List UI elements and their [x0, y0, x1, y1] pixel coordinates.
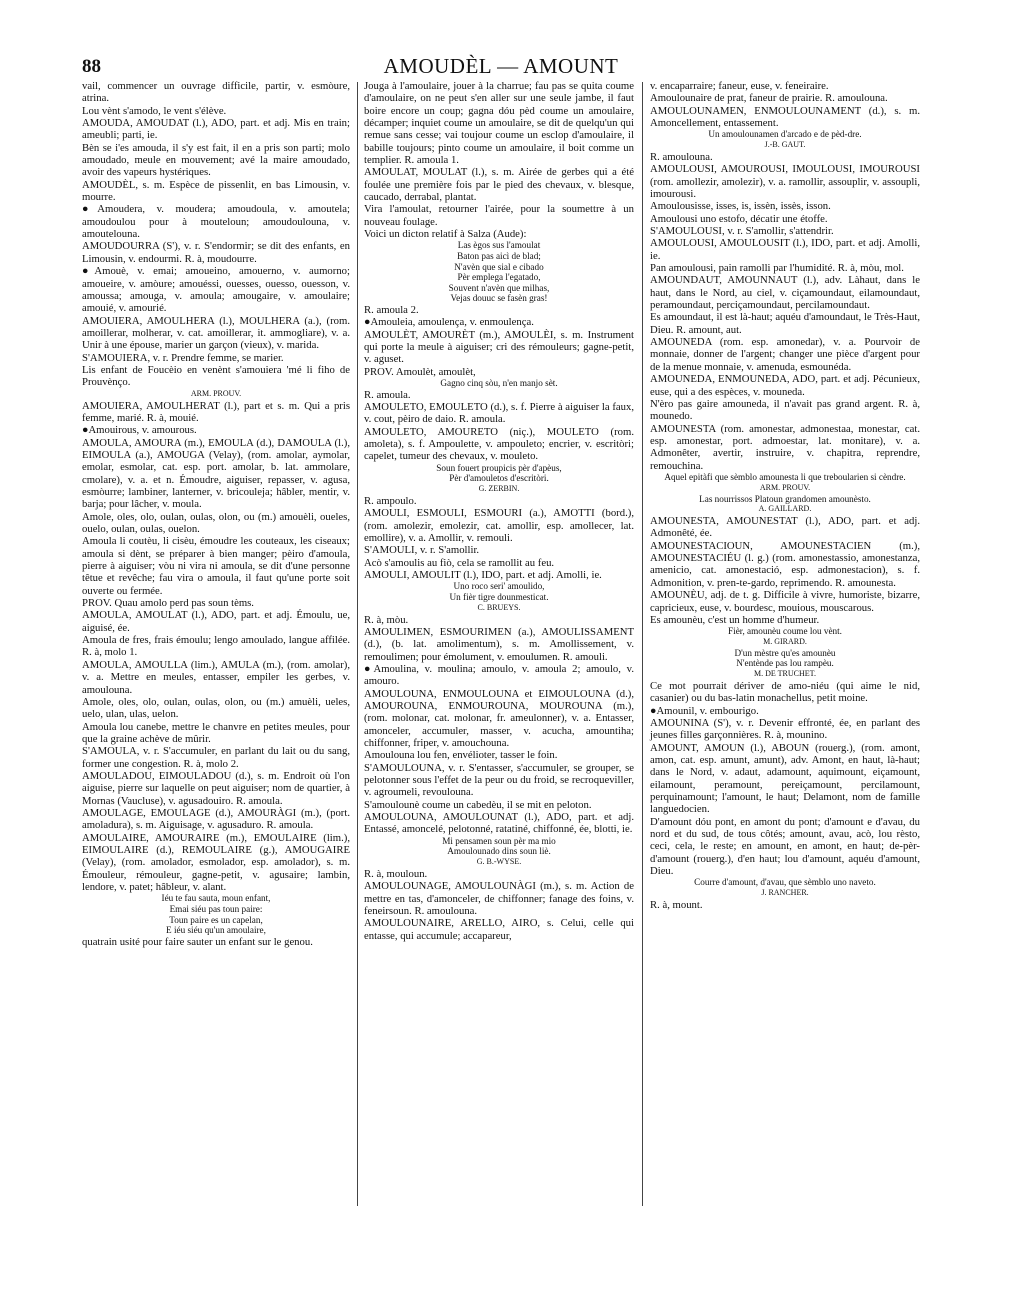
dictionary-entry: AMOULA, AMOULAT (l.), ADO, part. et adj. Émoulu, ue, aiguisé, ée.	[82, 609, 350, 634]
dictionary-entry: Amole, oles, olo, oulan, oulas, olon, ou (m.) amouèli, oueles, ouelo, oulan, oulas, ouelon.	[82, 510, 350, 536]
dictionary-entry: ●Amouirous, v. amourous.	[82, 424, 197, 437]
quotation-line: Mi pensamen soun pèr ma mio	[442, 835, 556, 846]
attribution: J.-B. GAUT.	[764, 139, 806, 149]
dictionary-entry: AMOULOUNAMEN, ENMOULOUNAMENT (d.), s. m. Amoncellement, entassement.	[650, 104, 920, 130]
dictionary-entry: AMOUNEDA, ENMOUNEDA, ADO, part. et adj. Pécunieux, euse, qui a des espèces, v. mouneda.	[650, 373, 920, 398]
dictionary-entry: S'AMOULOUNA, v. r. S'entasser, s'accumuler, se grouper, se pelotonner sous l'effet de la peur ou du froid, se recroqueviller, v. agroumeli, revoulouna.	[364, 761, 634, 799]
dictionary-entry: AMOULAGE, EMOULAGE (d.), AMOURÀGI (m.), (port. amoladura), s. m. Aiguisage, v. agusaduro. R. amoula.	[82, 806, 350, 832]
quotation-line: Fièr, amounèu coume lou vènt.	[728, 626, 842, 637]
dictionary-entry: v. encaparraire; faneur, euse, v. feneiraire.	[650, 80, 829, 92]
dictionary-entry: Amoulounaire de prat, faneur de prairie. R. amoulouna.	[650, 92, 888, 105]
dictionary-entry: AMOUNESTA, AMOUNESTAT (l.), ADO, part. et adj. Admonêté, ée.	[650, 515, 920, 540]
quotation-line: Un amoulounamen d'arcado e de pèd-dre.	[708, 129, 862, 140]
quotation-line: Un fièr tigre dounmesticat.	[449, 591, 549, 602]
dictionary-entry: AMOUNDAUT, AMOUNNAUT (l.), adv. Làhaut, dans le haut, dans le Nord, au ciel, v. ciçamoundaut, eilamoundaut, peramoundaut, perciçamoundaut, percilamoundaut.	[650, 274, 920, 312]
quotation-line: E iéu siéu qu'un amoulaire,	[166, 925, 266, 936]
column-right	[650, 80, 920, 911]
quotation-line: D'un mèstre qu'es amounèu	[734, 647, 836, 658]
dictionary-entry: ●Amoulina, v. moulina; amoulo, v. amoula 2; amoulo, v. amouro.	[364, 662, 634, 688]
attribution: M. GIRARD.	[763, 636, 807, 646]
quotation-line: Pèr emplega l'egatado,	[457, 272, 541, 283]
dictionary-entry: AMOULAIRE, AMOURAIRE (m.), EMOULAIRE (lim.), EIMOULAIRE (d.), REMOULAIRE (g.), AMOUGAIRE (Velay), (rom. amolador, esmolador, esp. amolador), s. m. Émouleur, rémouleur, gagne-petit, v. agusaire; lambin, lendore, v. patet; hâbleur, v. alant.	[82, 831, 350, 893]
dictionary-entry: S'amoulounè coume un cabedèu, il se mit en peloton.	[364, 798, 592, 811]
dictionary-entry: AMOUIERA, AMOULHERAT (l.), part et s. m. Qui a pris femme, marié. R. à, mouié.	[82, 399, 350, 424]
dictionary-entry: AMOULETO, EMOULETO (d.), s. f. Pierre à aiguiser la faux, v. cout, pèiro de daio. R. amoula.	[364, 401, 634, 426]
dictionary-entry: ●Amouè, v. emai; amoueino, amouerno, v. aumorno; amoueire, v. amòure; amouéssi, ouesses, ouesso, ouesson, v. amoussa; amouga, v. amoula; amougaire, v. amoulaire; amouié, v. amourié.	[82, 265, 350, 315]
dictionary-entry: Es amoundaut, il est là-haut; aquéu d'amoundaut, le Très-Haut, Dieu. R. amount, aut.	[650, 311, 920, 336]
dictionary-entry: AMOULAT, MOULAT (l.), s. m. Airée de gerbes qui a été foulée une première fois par le pied des chevaux, v. blesque, caucado, derrabal, plantat.	[364, 166, 634, 204]
dictionary-entry: S'AMOUIERA, v. r. Prendre femme, se marier.	[82, 351, 284, 364]
dictionary-entry: Amoulouna lou fen, envélioter, tasser le foin.	[364, 749, 558, 762]
dictionary-entry: AMOULA, AMOULLA (lim.), AMULA (m.), (rom. amolar), v. a. Mettre en meules, entasser, empiler les gerbes, v. amoulouna.	[82, 658, 350, 696]
dictionary-entry: Vira l'amoulat, retourner l'airée, pour la soumettre à un nouveau foulage.	[364, 203, 634, 228]
dictionary-entry: ●Amounil, v. embourigo.	[650, 704, 759, 717]
attribution: ARM. PROUV.	[759, 482, 811, 492]
dictionary-entry: Es amounèu, c'est un homme d'humeur.	[650, 613, 820, 626]
dictionary-entry: AMOULETO, AMOURETO (niç.), MOULETO (rom. amoleta), s. f. Ampoulette, v. ampouleto; encrier, v. escritòri; capelet, tumeur des chevaux, v. mouleto.	[364, 425, 634, 463]
dictionary-entry: S'AMOULI, v. r. S'amollir.	[364, 544, 480, 557]
dictionary-entry: AMOUNT, AMOUN (l.), ABOUN (rouerg.), (rom. amont, amon, cat. esp. amunt, amunt), adv. Amont, en haut, là-haut; dans le Nord, v. adaut, adamount, aquimount, eiçamount, eilamount, peramount, pereiçamount, percilamount, perquinamount; l'amount, le haut; Delamont, nom de famille languedocien.	[650, 741, 920, 816]
quotation-line: Aquel epitàfi que sèmblo amounesta li que treboularien si cèndre.	[664, 471, 906, 482]
dictionary-entry: N'èro pas gaire amouneda, il n'avait pas grand argent. R. à, mounedo.	[650, 397, 920, 423]
dictionary-entry: Pan amoulousi, pain ramolli par l'humidité. R. à, mòu, mol.	[650, 262, 904, 275]
dictionary-entry: R. amoula.	[364, 388, 411, 401]
attribution: G. B.-WYSE.	[476, 856, 522, 866]
dictionary-entry: AMOULOUNA, ENMOULOUNA et EIMOULOUNA (d.), AMOUROUNA, ENMOUROUNA, MOUROUNA (m.), (rom. molonar, cat. molonar, fr. ameulonner), v. a. Entasser, amonceler, accumuler, masser, v. acucha, amountiha; chiffonner, friper, v. amouchouna.	[364, 687, 634, 749]
dictionary-entry: PROV. Amoulèt, amoulèt,	[364, 365, 476, 378]
quotation-line: Las nourrissos Platoun grandomen amounèsto.	[699, 493, 871, 504]
dictionary-entry: R. à, mouloun.	[364, 867, 428, 880]
dictionary-entry: AMOUDOURRA (S'), v. r. S'endormir; se dit des enfants, en Limousin, v. endourmi. R. à, moudourre.	[82, 240, 350, 265]
quotation-line: Souvent n'avèn que milhas,	[448, 282, 550, 293]
dictionary-entry: R. à, mount.	[650, 899, 703, 912]
quotation-line: Las ègos sus l'amoulat	[457, 240, 541, 251]
quotation-line: Gagno cinq sòu, n'en manjo sèt.	[440, 378, 558, 389]
dictionary-entry: Lou vènt s'amodo, le vent s'élève.	[82, 104, 227, 117]
dictionary-entry: Amole, oles, olo, oulan, oulas, olon, ou (m.) amuèli, ueles, uelo, ulan, ulas, uelon.	[82, 695, 350, 721]
dictionary-entry: quatrain usité pour faire sauter un enfant sur le genou.	[82, 935, 313, 948]
dictionary-entry: AMOUDA, AMOUDAT (l.), ADO, part. et adj. Mis en train; ameubli; parti, ie.	[82, 117, 350, 142]
dictionary-entry: AMOULADOU, EIMOULADOU (d.), s. m. Endroit où l'on aiguise, pierre sur laquelle on peut aiguiser; nom de quartier, à Mornas (Vaucluse), v. agusadouiro. R. amoula.	[82, 769, 350, 807]
dictionary-entry: AMOUNEDA (rom. esp. amonedar), v. a. Pourvoir de monnaie, donner de l'argent; changer une pièce d'argent pour de la menue monnaie, v. amenuda, esmounéda.	[650, 336, 920, 373]
dictionary-entry: D'amount dóu pont, en amont du pont; d'amount e d'avau, du nord et du sud, de tous côtés; amount, avau, acò, lou rèsto, ceci, cela, le reste; en amount, en amont, en haut; de-pèr-d'amount (rouerg.), d'en haut; lou d'amount, aquéu d'amount, Dieu.	[650, 815, 920, 878]
quotation-line: Toun paire es un capelan,	[169, 914, 263, 925]
dictionary-entry: AMOULOUSI, AMOUROUSI, IMOULOUSI, IMOUROUSI (rom. amollezir, amolezir), v. a. ramollir, assouplir, v. assoupli, imourousi.	[650, 163, 920, 200]
dictionary-entry: Amoula lou canebe, mettre le chanvre en petites meules, pour que la graine achève de mûrir.	[82, 720, 350, 745]
quotation-line: Courre d'amount, d'avau, que sèmblo uno naveto.	[694, 877, 876, 888]
dictionary-entry: AMOULOUSI, AMOULOUSIT (l.), IDO, part. et adj. Amolli, ie.	[650, 237, 920, 262]
dictionary-entry: ●Amouleia, amoulença, v. enmoulença.	[364, 316, 534, 329]
quotation-line: Iéu te fau sauta, moun enfant,	[161, 893, 271, 904]
dictionary-entry: AMOULI, AMOULIT (l.), IDO, part. et adj. Amolli, ie.	[364, 569, 602, 581]
dictionary-entry: vail, commencer un ouvrage difficile, partir, v. esmòure, atrina.	[82, 80, 350, 105]
quotation-line: Emai siéu pas toun paire:	[169, 903, 263, 914]
dictionary-entry: AMOULI, ESMOULI, ESMOURI (a.), AMOTTI (bord.), (rom. amolezir, emolezir, cat. amollir, esp. amollecer, lat. emollire), v. a. Amollir, v. remouli.	[364, 507, 634, 544]
dictionary-entry: AMOUNESTACIOUN, AMOUNESTACIEN (m.), AMOUNESTACIÉU (l. g.) (rom. amonestassio, amonestanza, amenicio, cat. amonestació, esp. admonestacion), s. f. Admonition, v. pren-te-gardo, reprimendo. R. amounesta.	[650, 539, 920, 589]
dictionary-entry: Ce mot pourrait dériver de amo-niéu (qui aime le nid, casanier) ou du bas-latin monachellus, petit moine.	[650, 679, 920, 705]
dictionary-entry: Amoula li coutèu, li cisèu, émoudre les couteaux, les ciseaux; amoula si dènt, se préparer à bien manger; pèiro d'amoula, pierre à aiguiser; vòu ni vira ni amoula, se dit d'une personne têtue et revêche; fau vira o amoula, il faut qu'une porte soit ouverte ou fermée.	[82, 535, 350, 597]
dictionary-entry: S'AMOULA, v. r. S'accumuler, en parlant du lait ou du sang, former une congestion. R. à, molo 2.	[82, 745, 350, 770]
dictionary-entry: S'AMOULOUSI, v. r. S'amollir, s'attendrir.	[650, 225, 834, 238]
dictionary-entry: AMOUNESTA (rom. amonestar, admonestaa, monestar, cat. esp. amonestar, port. admoestar, lat. monitare), v. a. Admonêter, avertir, instruire, v. chapitra, reprendre, remouchina.	[650, 422, 920, 472]
page-number: 88	[82, 56, 101, 77]
quotation-line: Pèr d'amouletos d'escritòri.	[449, 473, 549, 484]
quotation-line: Baton pas aicì de blad;	[457, 251, 541, 262]
dictionary-entry: Lis enfant de Foucèio en venènt s'amouiera 'mé li fiho de Prouvènço.	[82, 363, 350, 389]
attribution: C. BRUEYS.	[477, 602, 521, 612]
dictionary-entry: AMOUNINA (S'), v. r. Devenir effronté, ée, en parlant des jeunes filles garçonnières. R. à, mounino.	[650, 717, 920, 742]
dictionary-entry: Jouga à l'amoulaire, jouer à la charrue; fau pas se quita coume d'amoulaire, on ne peut s'en aller sur une seule jambe, il faut boire encore un coup; gagna dóu pèd coume un amoulaire, décamper; inquiet coume un amoulaire, se dit de quelqu'un qui remue sans cesse; vai toujour coume un esclop d'amoulaire, il babille toujours; pinto coume un amoulaire, il boit comme un templier. R. amoula 1.	[364, 80, 634, 167]
quotation-line: N'avèn que sial e cibado	[454, 261, 544, 272]
dictionary-entry: Amoula de fres, frais émoulu; lengo amoulado, langue affilée. R. à, molo 1.	[82, 634, 350, 659]
column-rule-left	[357, 82, 358, 1206]
quotation-line: Amoulounado dins soun liè.	[447, 846, 551, 857]
dictionary-entry: PROV. Quau amolo perd pas soun tèms.	[82, 597, 254, 610]
dictionary-entry: AMOULIMEN, ESMOURIMEN (a.), AMOULISSAMENT (d.), (b. lat. amolimentum), s. m. Amollissement, v. remoulimen; pour émolument, v. emoulumen. R. amouli.	[364, 625, 634, 663]
dictionary-entry: ●Amoudera, v. moudera; amoudoula, v. amoutela; amoudoulou pour à mouteloun; amoudoulouna, v. amoutelouna.	[82, 203, 350, 241]
attribution: J. RANCHER.	[761, 888, 809, 898]
dictionary-entry: AMOULOUNA, AMOULOUNAT (l.), ADO, part. et adj. Entassé, amoncelé, pelotonné, ratatiné, chiffonné, ée, blotti, ie.	[364, 811, 634, 836]
dictionary-entry: AMOULÈT, AMOURÈT (m.), AMOULÈI, s. m. Instrument qui porte la meule à aiguiser; cri des rémouleurs; gagne-petit, v. aguset.	[364, 328, 634, 366]
dictionary-entry: AMOULOUNAIRE, ARELLO, AIRO, s. Celui, celle qui entasse, qui accumule; accapareur,	[364, 917, 634, 942]
quotation-line: Vejas douuc se fasèn gras!	[450, 293, 548, 304]
quotation-line: Uno roco seri' amoulido,	[453, 581, 545, 592]
attribution: M. DE TRUCHET.	[754, 668, 816, 678]
dictionary-entry: Amoulousi uno estofo, décatir une étoffe.	[650, 212, 828, 225]
dictionary-entry: Acò s'amoulis au fiò, cela se ramollit au feu.	[364, 556, 555, 569]
running-head: AMOUDÈL — AMOUNT	[383, 54, 619, 78]
dictionary-entry: Bèn se i'es amouda, il s'y est fait, il en a pris son parti; molo amoudado, meule en mouvement; avé la maire amoudado, avoir des vapeurs hystériques.	[82, 141, 350, 179]
dictionary-entry: R. amoulouna.	[650, 150, 713, 163]
dictionary-entry: R. à, mòu.	[364, 613, 409, 626]
dictionary-entry: Amoulousisse, isses, is, issèn, issès, isson.	[650, 200, 831, 213]
dictionary-entry: R. amoula 2.	[364, 304, 419, 317]
quotation-line: Soun fouert proupicis pèr d'apèus,	[436, 462, 562, 473]
column-rule-right	[642, 82, 643, 1206]
column-left	[82, 80, 350, 948]
dictionary-entry: Voici un dicton relatif à Salza (Aude):	[364, 228, 527, 241]
dictionary-entry: AMOULOUNAGE, AMOULOUNÀGI (m.), s. m. Action de mettre en tas, d'amonceler, de chiffonner; fanage des foins, v. feneirsoun. R. amoulouna.	[364, 880, 634, 917]
column-middle	[364, 80, 634, 942]
quotation-line: N'entènde pas lou rampèu.	[736, 658, 834, 669]
dictionary-entry: R. ampoulo.	[364, 494, 417, 507]
dictionary-entry: AMOUDÈL, s. m. Espèce de pissenlit, en bas Limousin, v. mourre.	[82, 178, 350, 204]
dictionary-entry: AMOUIERA, AMOULHERA (l.), MOULHERA (a.), (rom. amoillerar, molherar, v. cat. amoillerar, it. ammogliare), v. a. Unir à une épouse, marier un garçon (vieux), v. marida.	[82, 314, 350, 352]
dictionary-entry: AMOUNÈU, adj. de t. g. Difficile à vivre, humoriste, bizarre, capricieux, euse, v. bourdesc, mouious, mouscarous.	[650, 589, 920, 614]
dictionary-entry: AMOULA, AMOURA (m.), EMOULA (d.), DAMOULA (l.), EIMOULA (a.), AMOUGA (Velay), (rom. amolar, aymolar, emolar, esmolar, cat. esp. port. amolar, b. lat. ammolare, cmolare), v. a. et n. Émoudre, aiguiser, repasser, v. agusa, esmòurre; lambiner, lanterner, v. bricouleja; hâbler, mentir, v. barja; pour lâcher, v. moula.	[82, 436, 350, 511]
attribution: A. GAILLARD.	[758, 504, 812, 514]
attribution: G. ZERBIN.	[478, 483, 520, 493]
attribution: ARM. PROUV.	[190, 388, 242, 398]
